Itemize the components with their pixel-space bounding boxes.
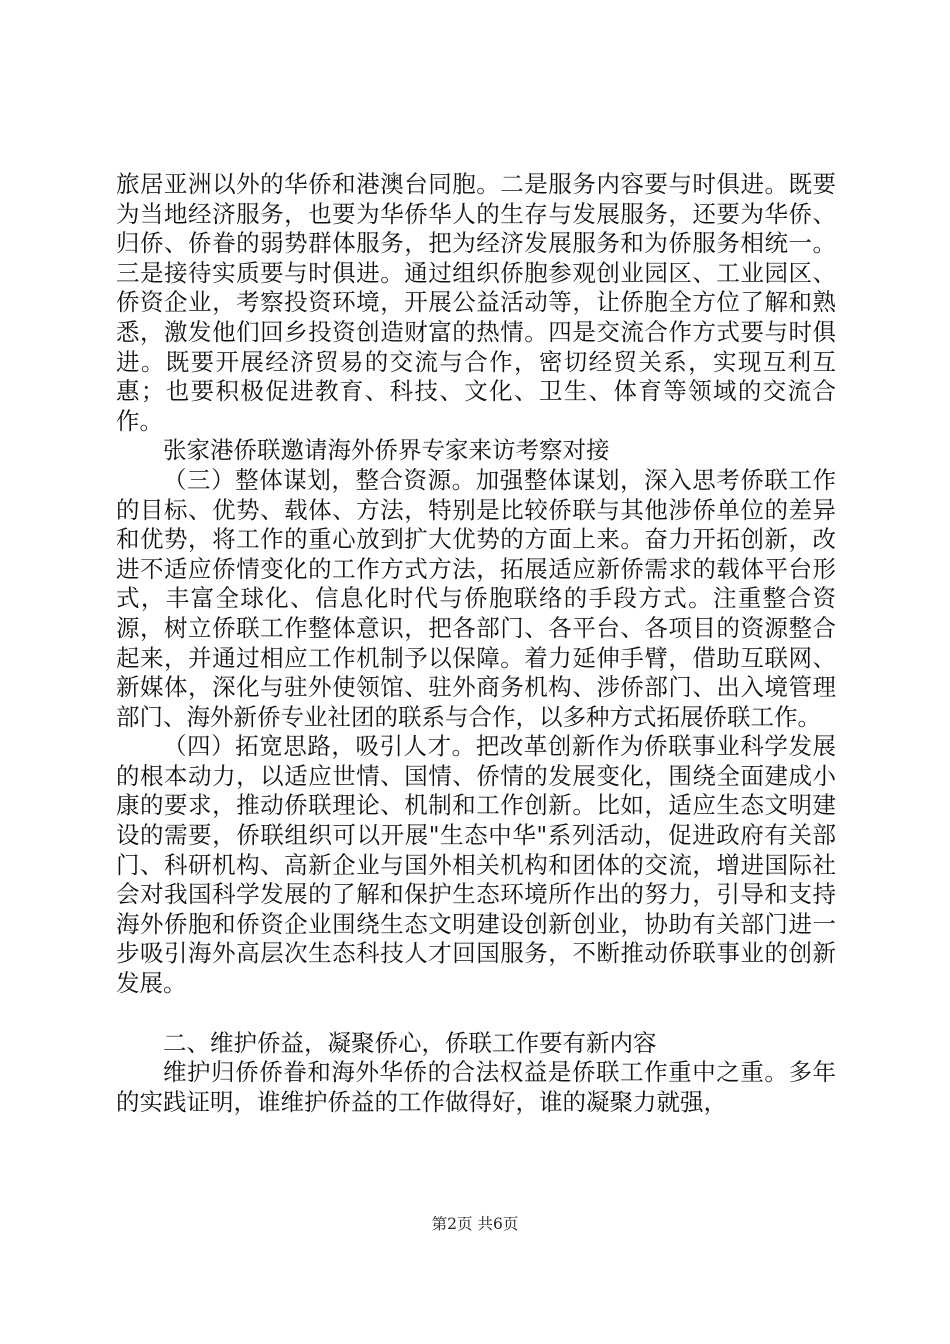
paragraph-section-four: （四）拓宽思路，吸引人才。把改革创新作为侨联事业科学发展的根本动力，以适应世情、国情、侨情的发展变化，围绕全面建成小康的要求，推动侨联理论、机制和工作创新。比如，适应生态文明建设的需要，侨联组织可以开展"生态中华"系列活动，促进政府有关部门、科研机构、高新企业与国外相关机构和团体的交流，增进国际社会对我国科学发展的了解和保护生态环境所作出的努力，引导和支持海外侨胞和侨资企业围绕生态文明建设创新创业，协助有关部门进一步吸引海外高层次生态科技人才回国服务，不断推动侨联事业的创新发展。	[116, 732, 836, 998]
paragraph-section-three: （三）整体谋划，整合资源。加强整体谋划，深入思考侨联工作的目标、优势、载体、方法，特别是比较侨联与其他涉侨单位的差异和优势，将工作的重心放到扩大优势的方面上来。奋力开拓创新，改进不适应侨情变化的工作方式方法，拓展适应新侨需求的载体平台形式，丰富全球化、信息化时代与侨胞联络的手段方式。注重整合资源，树立侨联工作整体意识，把各部门、各平台、各项目的资源整合起来，并通过相应工作机制予以保障。着力延伸手臂，借助互联网、新媒体，深化与驻外使领馆、驻外商务机构、涉侨部门、出入境管理部门、海外新侨专业社团的联系与合作，以多种方式拓展侨联工作。	[116, 465, 836, 731]
page-number: 第2页 共6页	[431, 1215, 519, 1233]
paragraph-continuation: 旅居亚洲以外的华侨和港澳台同胞。二是服务内容要与时俱进。既要为当地经济服务，也要为华侨华人的生存与发展服务，还要为华侨、归侨、侨眷的弱势群体服务，把为经济发展服务和为侨服务相统一。三是接待实质要与时俱进。通过组织侨胞参观创业园区、工业园区、侨资企业，考察投资环境，开展公益活动等，让侨胞全方位了解和熟悉，激发他们回乡投资创造财富的热情。四是交流合作方式要与时俱进。既要开展经济贸易的交流与合作，密切经贸关系，实现互利互惠；也要积极促进教育、科技、文化、卫生、体育等领域的交流合作。	[116, 170, 836, 435]
paragraph-caption: 张家港侨联邀请海外侨界专家来访考察对接	[163, 436, 610, 465]
document-body	[116, 170, 836, 1117]
section-heading-two: 二、维护侨益，凝聚侨心，侨联工作要有新内容	[163, 1028, 657, 1057]
paragraph-section-two-intro: 维护归侨侨眷和海外华侨的合法权益是侨联工作重中之重。多年的实践证明，谁维护侨益的工作做得好，谁的凝聚力就强，	[116, 1058, 836, 1116]
paragraph-gap	[116, 999, 836, 1029]
page-footer	[0, 1212, 950, 1234]
